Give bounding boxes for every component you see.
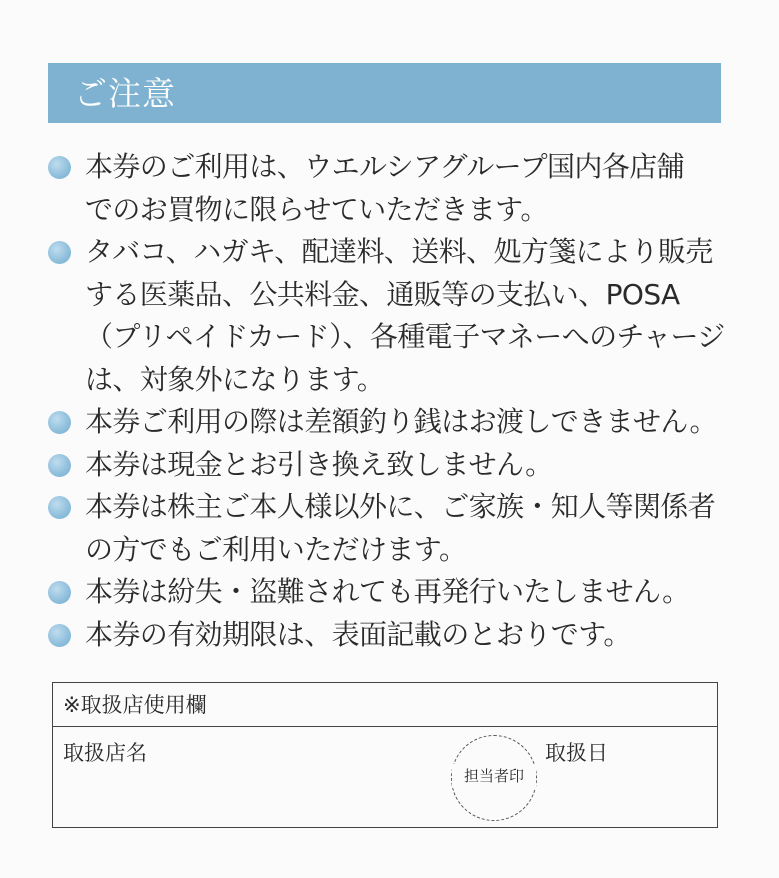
note-item [48,486,738,571]
note-line: の方でもご利用いただけます。 [85,532,467,566]
bullet-icon [48,454,71,477]
note-item [48,231,738,401]
note-item [48,146,738,231]
bullet-icon [48,156,71,179]
stamp-label: 担当者印 [452,764,536,788]
bullet-icon [48,496,71,519]
handling-box-header: ※取扱店使用欄 [53,683,717,727]
note-item [48,571,738,614]
note-line: 本券のご利用は、ウエルシアグループ国内各店舗 [85,150,685,183]
bullet-icon [48,411,71,434]
note-line: 本券は現金とお引き換え致しません。 [85,447,553,481]
page-title: ご注意 [74,74,176,113]
bullet-icon [48,241,71,264]
note-line: （プリペイドカード）、各種電子マネーへのチャージ [85,320,725,353]
note-line: する医薬品、公共料金、通販等の支払い、POSA [85,277,680,311]
note-line: でのお買物に限らせていただきます。 [85,192,548,226]
bullet-icon [48,581,71,604]
stamp-circle [451,735,537,821]
note-line: タバコ、ハガキ、配達料、送料、処方箋により販売 [85,235,713,268]
note-item [48,614,738,657]
note-line: 本券ご利用の際は差額釣り銭はお渡しできません。 [85,405,717,438]
bullet-icon [48,624,71,647]
note-line: 本券は紛失・盗難されても再発行いたしません。 [85,575,690,608]
note-item [48,444,738,487]
notes-list [48,146,738,656]
handling-store-box [52,682,718,828]
store-name-label: 取扱店名 [63,741,147,765]
note-item [48,401,738,444]
note-line: は、対象外になります。 [85,362,385,396]
note-line: 本券は株主ご本人様以外に、ご家族・知人等関係者 [85,490,716,523]
note-line: 本券の有効期限は、表面記載のとおりです。 [85,617,631,651]
handling-date-label: 取扱日 [545,741,608,765]
